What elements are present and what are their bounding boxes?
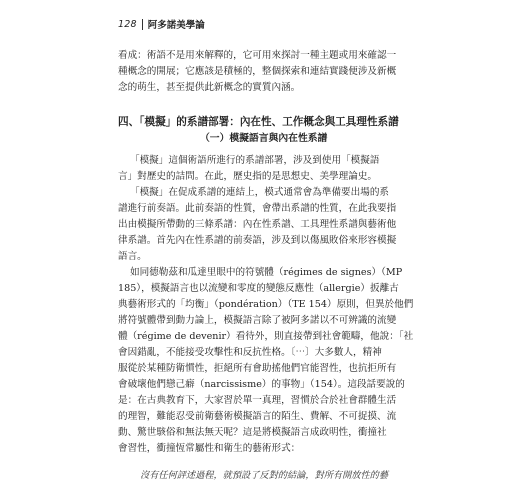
quotation-line: 沒有任何評述過程，就預設了反對的結論，對所有開放性的藝: [140, 470, 389, 481]
body-line: 言」對歷史的詰問。在此，歷史指的是思想史、美學理論史。: [118, 171, 378, 182]
section-heading: 四、「模擬」的系譜部署：內在性、工作概念與工具理性系譜: [118, 116, 399, 128]
book-title: 阿多諾美學論: [147, 20, 205, 31]
body-line: 「模擬」在促成系譜的連結上，模式通常會為準備要出場的系: [130, 187, 390, 198]
body-line: 的理智，難能忍受前衛藝術模擬語言的陌生、費解、不可捉摸、流: [118, 411, 397, 422]
body-line: 會習性，衝撞恆常屬性和衛生的藝術形式：: [118, 443, 301, 454]
body-line: 出由模擬所帶動的三條系譜：內在性系譜、工具理性系譜與藝術他: [118, 219, 397, 230]
body-line: 會破壞他們戀己癖（narcissisme）的事物」（154）。這段話要說的: [118, 379, 405, 390]
body-line: 如同德勒茲和瓜達里眼中的符號體（régimes de signes）（MP: [130, 267, 403, 278]
subsection-heading: （一）模擬語言與內在性系譜: [200, 133, 328, 144]
page-number: 128: [118, 18, 137, 30]
body-line: 是：在古典教育下，大家習於單一真理，習慣於合於社會群體生活: [118, 395, 397, 406]
body-line: 會因錯亂，不能接受攻擊性和反抗性格。〔⋯〕大多數人，精神: [118, 347, 382, 358]
running-header: [118, 17, 205, 31]
body-line: 律系譜。首先內在性系譜的前奏語，涉及到以傷風敗俗來形容模擬: [118, 235, 397, 246]
body-line: 「模擬」這個術語所進行的系譜部署，涉及到使用「模擬語: [130, 155, 380, 166]
body-line: 語言。: [118, 251, 147, 262]
body-line: 將符號體帶到動力論上，模擬語言除了被阿多諾以不可辨識的流變: [118, 315, 397, 326]
header-divider: [142, 19, 143, 30]
body-line: 動、驚世駭俗和無法無天呢？這是將模擬語言成政明性，衝撞社: [118, 427, 387, 438]
body-line: 服從於某種防衛慣性，拒絕所有會助搖他們官能習性，也抗拒所有: [118, 363, 397, 374]
body-line: 185），模擬語言也以流變和零度的變態反應性（allergie）扳離古: [118, 283, 399, 294]
body-line: 體（régime de devenir）看待外，則直接帶到社會範疇，他說：「社: [118, 331, 414, 342]
body-line: 種概念的開展；它應該是積極的，整個探索和連結實踐便涉及新概: [118, 66, 397, 77]
body-line: 譜進行前奏語。此前奏語的性質，會帶出系譜的性質，在此我要指: [118, 203, 397, 214]
body-line: 看成：術語不是用來解釋的，它可用來探討一種主題或用來確認一: [118, 50, 397, 61]
body-line: 典藝術形式的「均衡」（pondération）（TE 154）原則，但異於他們: [118, 299, 414, 310]
body-line: 念的萌生，甚至提供此新概念的實質內涵。: [118, 82, 301, 93]
